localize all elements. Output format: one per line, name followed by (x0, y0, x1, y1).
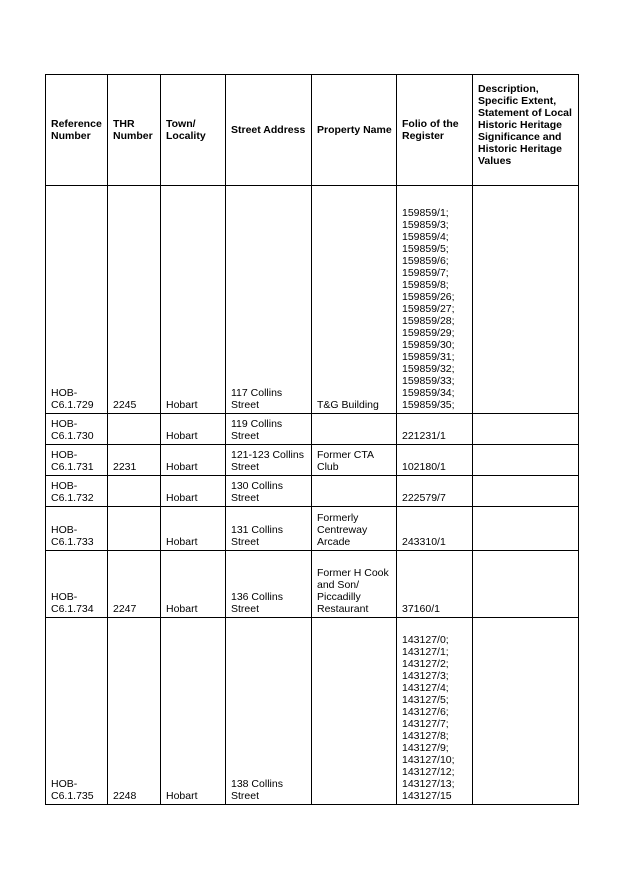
cell-reference: HOB-C6.1.734 (46, 551, 108, 618)
cell-folio: 243310/1 (397, 507, 473, 551)
cell-reference: HOB-C6.1.731 (46, 445, 108, 476)
cell-property: T&G Building (312, 186, 397, 414)
cell-thr (108, 476, 161, 507)
cell-town: Hobart (161, 445, 226, 476)
header-reference-number: Reference Number (46, 75, 108, 186)
table-row (46, 414, 579, 445)
table-row (46, 186, 579, 414)
cell-folio: 221231/1 (397, 414, 473, 445)
cell-address: 136 Collins Street (226, 551, 312, 618)
cell-property (312, 414, 397, 445)
table-row (46, 445, 579, 476)
cell-town: Hobart (161, 414, 226, 445)
header-town-locality: Town/ Locality (161, 75, 226, 186)
cell-reference: HOB-C6.1.729 (46, 186, 108, 414)
header-row (46, 75, 579, 186)
cell-reference: HOB-C6.1.730 (46, 414, 108, 445)
cell-description (473, 618, 579, 805)
cell-folio: 102180/1 (397, 445, 473, 476)
cell-description (473, 507, 579, 551)
cell-property: Formerly Centreway Arcade (312, 507, 397, 551)
cell-reference: HOB-C6.1.732 (46, 476, 108, 507)
cell-town: Hobart (161, 618, 226, 805)
cell-thr: 2248 (108, 618, 161, 805)
cell-address: 119 Collins Street (226, 414, 312, 445)
cell-description (473, 476, 579, 507)
cell-description (473, 445, 579, 476)
table-row (46, 476, 579, 507)
cell-town: Hobart (161, 186, 226, 414)
cell-description (473, 414, 579, 445)
cell-property: Former CTA Club (312, 445, 397, 476)
cell-folio: 222579/7 (397, 476, 473, 507)
cell-property: Former H Cook and Son/ Piccadilly Restaurant (312, 551, 397, 618)
cell-folio: 37160/1 (397, 551, 473, 618)
cell-description (473, 186, 579, 414)
cell-address: 131 Collins Street (226, 507, 312, 551)
cell-folio: 159859/1; 159859/3; 159859/4; 159859/5; 159859/6; 159859/7; 159859/8; 159859/26; 159859/27; 159859/28; 159859/29; 159859/30; 159859/31; 159859/32; 159859/33; 159859/34; 159859/35; (397, 186, 473, 414)
header-description: Description, Specific Extent, Statement of Local Historic Heritage Significance and Historic Heritage Values (473, 75, 579, 186)
cell-town: Hobart (161, 476, 226, 507)
cell-town: Hobart (161, 507, 226, 551)
cell-thr (108, 414, 161, 445)
cell-address: 117 Collins Street (226, 186, 312, 414)
cell-thr (108, 507, 161, 551)
cell-address: 121-123 Collins Street (226, 445, 312, 476)
cell-thr: 2245 (108, 186, 161, 414)
cell-property (312, 476, 397, 507)
cell-folio: 143127/0; 143127/1; 143127/2; 143127/3; 143127/4; 143127/5; 143127/6; 143127/7; 143127/8; 143127/9; 143127/10; 143127/12; 143127/13; 143127/15 (397, 618, 473, 805)
cell-thr: 2247 (108, 551, 161, 618)
cell-town: Hobart (161, 551, 226, 618)
table-row (46, 551, 579, 618)
header-folio: Folio of the Register (397, 75, 473, 186)
cell-property (312, 618, 397, 805)
cell-reference: HOB-C6.1.735 (46, 618, 108, 805)
header-thr-number: THR Number (108, 75, 161, 186)
cell-description (473, 551, 579, 618)
cell-thr: 2231 (108, 445, 161, 476)
header-property-name: Property Name (312, 75, 397, 186)
cell-reference: HOB-C6.1.733 (46, 507, 108, 551)
table-row (46, 507, 579, 551)
table-row (46, 618, 579, 805)
cell-address: 138 Collins Street (226, 618, 312, 805)
cell-address: 130 Collins Street (226, 476, 312, 507)
header-street-address: Street Address (226, 75, 312, 186)
heritage-register-table (45, 74, 579, 805)
